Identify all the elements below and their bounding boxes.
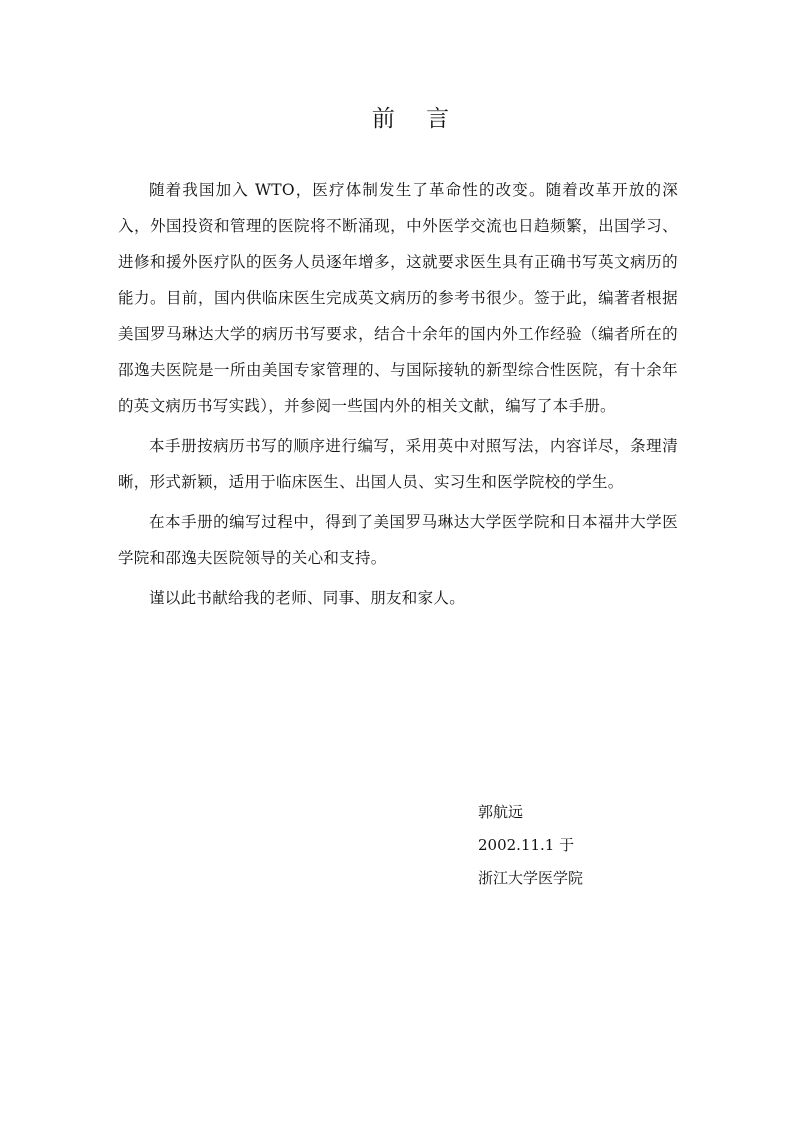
signature-date: 2002.11.1 于 [478,836,575,854]
paragraph-4: 谨以此书献给我的老师、同事、朋友和家人。 [149,589,466,607]
signature-author: 郭航远 [478,803,524,821]
paragraph-2: 本手册按病历书写的顺序进行编写，采用英中对照写法，内容详尽，条理清晰，形式新颖，适用于临床医生、出国人员、实习生和医学院校的学生。 [118,437,678,491]
page-title: 前 言 [371,106,462,132]
paragraph-1: 随着我国加入 WTO，医疗体制发生了革命性的改变。随着改革开放的深入，外国投资和管理的医院将不断涌现，中外医学交流也日趋频繁，出国学习、进修和援外医疗队的医务人员逐年增多，这就要求医生具有正确书写英文病历的能力。目前，国内供临床医生完成英文病历的参考书很少。签于此，编著者根据美国罗马琳达大学的病历书写要求，结合十余年的国内外工作经验（编者所在的邵逸夫医院是一所由美国专家管理的、与国际接轨的新型综合性医院，有十余年的英文病历书写实践），并参阅一些国内外的相关文献，编写了本手册。 [118,181,678,415]
signature-institution: 浙江大学医学院 [478,869,584,887]
preface-body [118,172,678,616]
paragraph-3: 在本手册的编写过程中，得到了美国罗马琳达大学医学院和日本福井大学医学院和邵逸夫医院领导的关心和支持。 [118,513,678,567]
signature-block [478,796,678,895]
